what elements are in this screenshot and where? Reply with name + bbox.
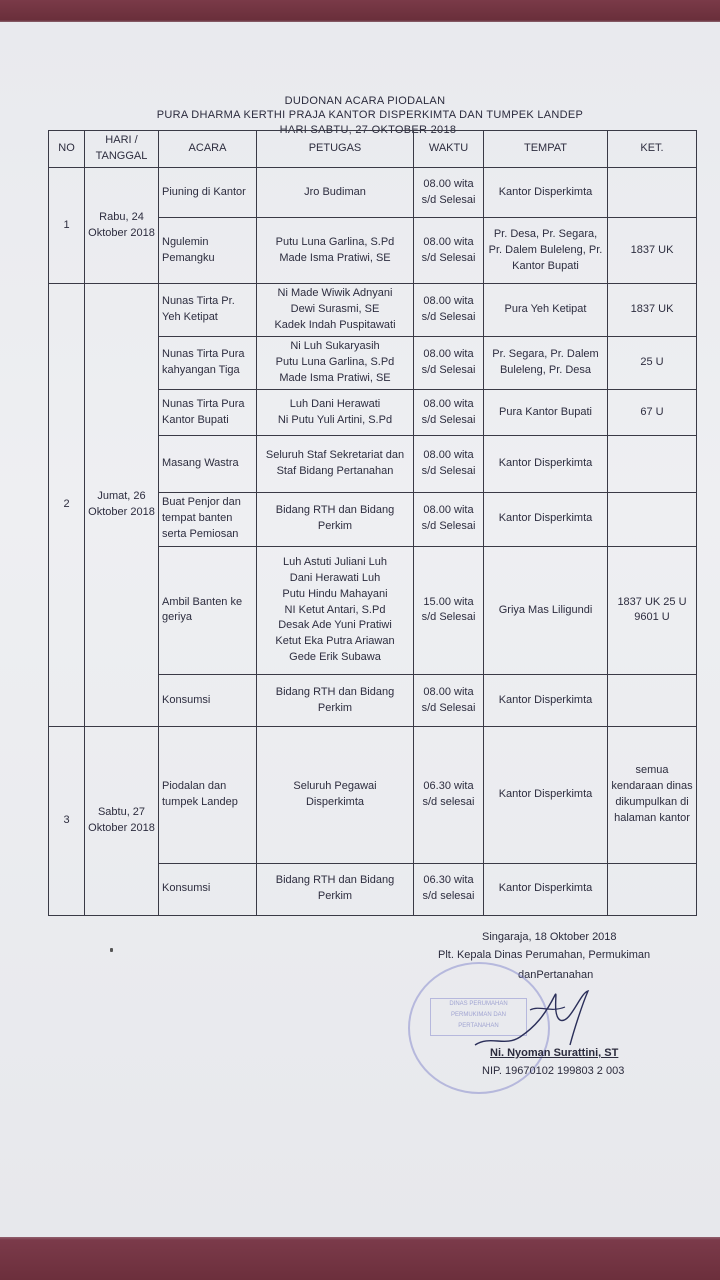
- waktu-cell: [414, 863, 484, 915]
- petugas-line: Bidang RTH dan Bidang: [275, 504, 395, 517]
- acara-cell: Buat Penjor dan tempat banten serta Pemiosan: [159, 492, 257, 546]
- petugas-cell: [257, 727, 414, 863]
- waktu-cell: [414, 436, 484, 492]
- acara-cell: Masang Wastra: [159, 436, 257, 492]
- column-header-acara: ACARA: [159, 131, 257, 168]
- petugas-line: Ni Putu Yuli Artini, S.Pd: [277, 413, 393, 426]
- waktu-start: 08.00 wita: [423, 685, 474, 698]
- waktu-cell: [414, 337, 484, 390]
- petugas-cell: [257, 218, 414, 284]
- column-header-hari-line2: TANGGAL: [95, 149, 148, 162]
- column-header-petugas: PETUGAS: [257, 131, 414, 168]
- waktu-start: 08.00 wita: [423, 295, 474, 308]
- acara-cell: Nunas Tirta Pura kahyangan Tiga: [159, 337, 257, 390]
- day-number: 3: [49, 727, 85, 916]
- petugas-line: Ketut Eka Putra Ariawan: [275, 635, 395, 648]
- petugas-line: Bidang RTH dan Bidang: [275, 874, 395, 887]
- ket-cell: 25 U: [608, 337, 697, 390]
- day-number: 1: [49, 167, 85, 283]
- tempat-cell: Kantor Disperkimta: [484, 675, 608, 727]
- waktu-cell: [414, 492, 484, 546]
- ket-cell: [608, 167, 697, 217]
- petugas-line: Perkim: [317, 701, 353, 714]
- tempat-cell: Kantor Disperkimta: [484, 167, 608, 217]
- waktu-end: s/d Selesai: [421, 311, 476, 324]
- acara-cell: Ngulemin Pemangku: [159, 218, 257, 284]
- waktu-end: s/d Selesai: [421, 251, 476, 264]
- petugas-line: Disperkimta: [305, 796, 365, 809]
- ink-speck: [110, 948, 113, 952]
- waktu-end: s/d Selesai: [421, 611, 476, 624]
- petugas-cell: [257, 337, 414, 390]
- tempat-cell: Kantor Disperkimta: [484, 727, 608, 863]
- petugas-line: Luh Dani Herawati: [289, 397, 381, 410]
- table-header-row: [49, 131, 697, 168]
- petugas-line: Putu Luna Garlina, S.Pd: [275, 235, 395, 248]
- day-date: Rabu, 24 Oktober 2018: [85, 167, 159, 283]
- day-date: Jumat, 26 Oktober 2018: [85, 284, 159, 727]
- petugas-cell: [257, 284, 414, 337]
- document-date-line: HARI SABTU, 27 OKTOBER 2018: [279, 124, 457, 136]
- ket-cell: 67 U: [608, 390, 697, 436]
- waktu-start: 08.00 wita: [423, 397, 474, 410]
- waktu-start: 08.00 wita: [423, 504, 474, 517]
- petugas-line: Perkim: [317, 890, 353, 903]
- waktu-start: 06.30 wita: [423, 874, 474, 887]
- table-row: [49, 284, 697, 337]
- signature-role-line1: Plt. Kepala Dinas Perumahan, Permukiman: [438, 949, 651, 961]
- ket-cell: [608, 863, 697, 915]
- acara-cell: Piuning di Kantor: [159, 167, 257, 217]
- waktu-end: s/d Selesai: [421, 520, 476, 533]
- waktu-end: s/d Selesai: [421, 701, 476, 714]
- waktu-cell: [414, 218, 484, 284]
- petugas-line: Seluruh Pegawai: [293, 780, 377, 793]
- acara-cell: Nunas Tirta Pura Kantor Bupati: [159, 390, 257, 436]
- petugas-line: Putu Luna Garlina, S.Pd: [275, 356, 395, 369]
- tempat-cell: Kantor Disperkimta: [484, 492, 608, 546]
- petugas-line: Seluruh Staf Sekretariat dan: [265, 449, 405, 462]
- acara-cell: Piodalan dan tumpek Landep: [159, 727, 257, 863]
- petugas-line: NI Ketut Antari, S.Pd: [284, 603, 386, 616]
- ket-cell: 1837 UK: [608, 218, 697, 284]
- ket-cell: [608, 436, 697, 492]
- waktu-cell: [414, 390, 484, 436]
- ket-cell: 1837 UK: [608, 284, 697, 337]
- acara-cell: Ambil Banten ke geriya: [159, 546, 257, 674]
- petugas-cell: [257, 436, 414, 492]
- stamp-inner-text: DINAS PERUMAHAN PERMUKIMAN DAN PERTANAHAN: [430, 998, 527, 1036]
- agenda-table: [48, 130, 697, 916]
- ket-cell: semua kendaraan dinas dikumpulkan di halaman kantor: [608, 727, 697, 863]
- petugas-line: Luh Astuti Juliani Luh: [283, 555, 387, 568]
- waktu-end: s/d selesai: [422, 796, 475, 809]
- table-row: [49, 167, 697, 217]
- waktu-start: 08.00 wita: [423, 348, 474, 361]
- column-header-hari-line1: HARI /: [105, 134, 138, 147]
- waktu-start: 08.00 wita: [423, 177, 474, 190]
- waktu-end: s/d Selesai: [421, 465, 476, 477]
- petugas-line: Made Isma Pratiwi, SE: [279, 372, 391, 385]
- tempat-cell: Griya Mas Liligundi: [484, 546, 608, 674]
- petugas-line: Made Isma Pratiwi, SE: [279, 251, 391, 264]
- waktu-cell: [414, 675, 484, 727]
- petugas-cell: [257, 675, 414, 727]
- waktu-cell: [414, 727, 484, 863]
- document-subtitle: PURA DHARMA KERTHI PRAJA KANTOR DISPERKIMTA DAN TUMPEK LANDEP: [156, 109, 584, 121]
- waktu-end: s/d Selesai: [421, 193, 476, 206]
- tempat-cell: Kantor Disperkimta: [484, 436, 608, 492]
- acara-cell: Konsumsi: [159, 863, 257, 915]
- tempat-cell: Pura Kantor Bupati: [484, 390, 608, 436]
- tempat-cell: Pr. Segara, Pr. Dalem Buleleng, Pr. Desa: [484, 337, 608, 390]
- petugas-line: Dani Herawati Luh: [289, 571, 381, 584]
- petugas-line: Ni Luh Sukaryasih: [290, 340, 380, 353]
- waktu-end: s/d selesai: [422, 890, 475, 903]
- petugas-line: Dewi Surasmi, SE: [290, 303, 380, 316]
- signatory-name: Ni. Nyoman Surattini, ST: [490, 1047, 619, 1059]
- day-number: 2: [49, 284, 85, 727]
- signature-role-line2: danPertanahan: [518, 969, 594, 981]
- handwritten-signature: [470, 985, 600, 1055]
- waktu-start: 08.00 wita: [423, 449, 474, 462]
- petugas-cell: [257, 492, 414, 546]
- petugas-line: Gede Erik Subawa: [289, 651, 381, 664]
- tempat-cell: Pura Yeh Ketipat: [484, 284, 608, 337]
- petugas-line: Staf Bidang Pertanahan: [276, 465, 394, 477]
- ket-cell: [608, 675, 697, 727]
- waktu-start: 08.00 wita: [423, 235, 474, 248]
- petugas-line: Jro Budiman: [304, 185, 366, 198]
- day-date: Sabtu, 27 Oktober 2018: [85, 727, 159, 916]
- petugas-cell: [257, 546, 414, 674]
- waktu-end: s/d Selesai: [421, 364, 476, 377]
- signatory-nip: NIP. 19670102 199803 2 003: [482, 1065, 625, 1077]
- tempat-cell: Pr. Desa, Pr. Segara, Pr. Dalem Buleleng, Pr. Kantor Bupati: [484, 218, 608, 284]
- column-header-hari: [85, 131, 159, 168]
- ket-cell: 1837 UK 25 U 9601 U: [608, 546, 697, 674]
- tempat-cell: Kantor Disperkimta: [484, 863, 608, 915]
- waktu-cell: [414, 546, 484, 674]
- petugas-line: Bidang RTH dan Bidang: [275, 685, 395, 698]
- petugas-cell: [257, 390, 414, 436]
- acara-cell: Konsumsi: [159, 675, 257, 727]
- column-header-waktu: WAKTU: [414, 131, 484, 168]
- acara-cell: Nunas Tirta Pr. Yeh Ketipat: [159, 284, 257, 337]
- petugas-cell: [257, 167, 414, 217]
- petugas-line: Desak Ade Yuni Pratiwi: [278, 619, 392, 632]
- petugas-line: Ni Made Wiwik Adnyani: [277, 287, 393, 300]
- waktu-cell: [414, 167, 484, 217]
- waktu-cell: [414, 284, 484, 337]
- petugas-line: Putu Hindu Mahayani: [282, 587, 388, 600]
- ket-cell: [608, 492, 697, 546]
- column-header-no: NO: [49, 131, 85, 168]
- signature-place-date: Singaraja, 18 Oktober 2018: [482, 931, 617, 943]
- waktu-end: s/d Selesai: [421, 413, 476, 426]
- petugas-line: Perkim: [317, 520, 353, 533]
- waktu-start: 15.00 wita: [423, 595, 474, 608]
- table-row: [49, 727, 697, 863]
- petugas-cell: [257, 863, 414, 915]
- petugas-line: Kadek Indah Puspitawati: [274, 319, 396, 332]
- column-header-tempat: TEMPAT: [484, 131, 608, 168]
- column-header-ket: KET.: [608, 131, 697, 168]
- waktu-start: 06.30 wita: [423, 780, 474, 793]
- document-title: DUDONAN ACARA PIODALAN: [284, 95, 446, 107]
